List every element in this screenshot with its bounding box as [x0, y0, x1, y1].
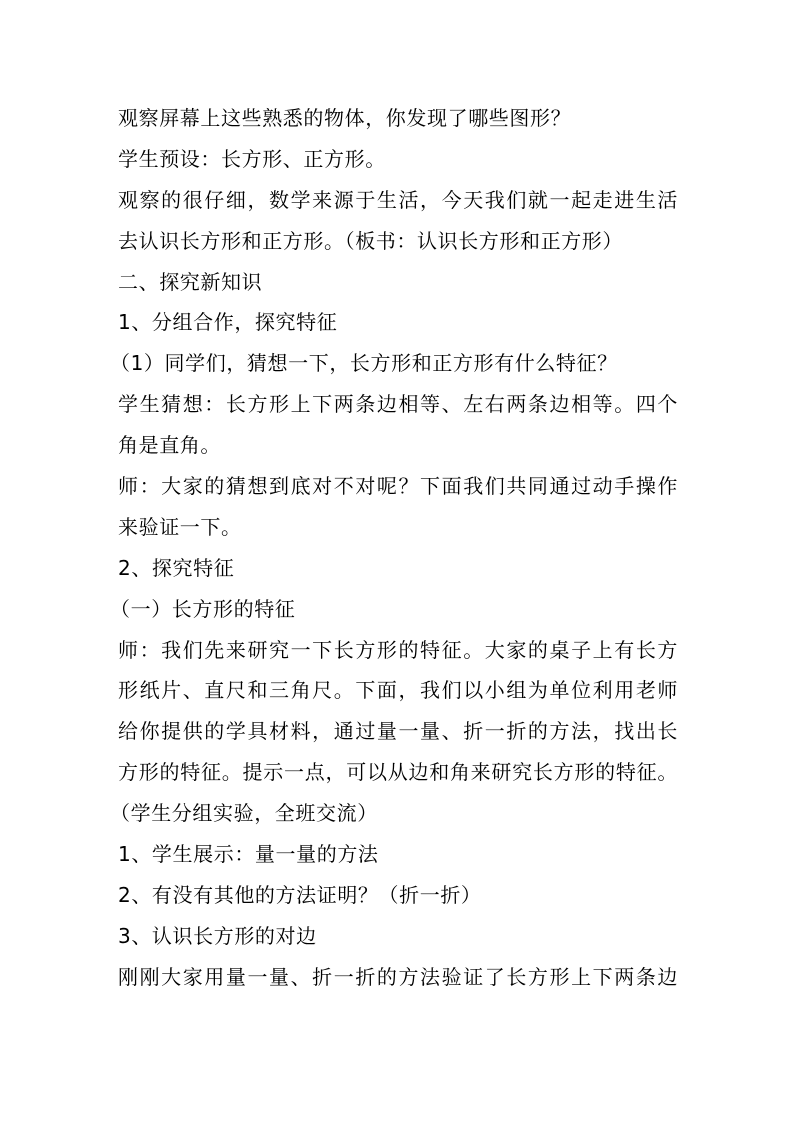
paragraph-line: 去认识长方形和正方形。（板书：认识长方形和正方形） — [118, 228, 623, 253]
paragraph-line: 角是直角。 — [118, 433, 221, 458]
lesson-text — [110, 98, 678, 998]
paragraph-line: 观察的很仔细，数学来源于生活，今天我们就一起走进生活 — [118, 187, 678, 212]
list-item: 3、认识长方形的对边 — [118, 923, 317, 948]
paragraph-line: 观察屏幕上这些熟悉的物体，你发现了哪些图形？ — [118, 106, 572, 130]
paragraph-line: （学生分组实验，全班交流） — [110, 801, 378, 826]
subsection-heading: 2、探究特征 — [118, 555, 235, 580]
paragraph-line: 师：我们先来研究一下长方形的特征。大家的桌子上有长方 — [118, 637, 678, 662]
list-item: 1、学生展示：量一量的方法 — [118, 842, 379, 867]
question-line: （1）同学们，猜想一下，长方形和正方形有什么特征？ — [110, 351, 618, 376]
paragraph-line: 学生猜想：长方形上下两条边相等、左右两条边相等。四个 — [118, 392, 678, 417]
paragraph-line: 来验证一下。 — [118, 514, 242, 539]
paragraph-line: 学生预设：长方形、正方形。 — [118, 146, 386, 171]
list-item: 2、有没有其他的方法证明？（折一折） — [118, 882, 482, 907]
paragraph-line: 形纸片、直尺和三角尺。下面，我们以小组为单位利用老师 — [118, 678, 678, 703]
section-heading: 二、探究新知识 — [118, 269, 263, 294]
paragraph-line: 方形的特征。提示一点，可以从边和角来研究长方形的特征。 — [118, 760, 678, 785]
paragraph-line: 刚刚大家用量一量、折一折的方法验证了长方形上下两条边 — [118, 964, 678, 989]
paragraph-line: 给你提供的学具材料，通过量一量、折一折的方法，找出长 — [118, 719, 678, 744]
subsection-heading: （一）长方形的特征 — [110, 596, 296, 621]
paragraph-line: 师：大家的猜想到底对不对呢？下面我们共同通过动手操作 — [118, 474, 678, 499]
subsection-heading: 1、分组合作，探究特征 — [118, 310, 338, 335]
